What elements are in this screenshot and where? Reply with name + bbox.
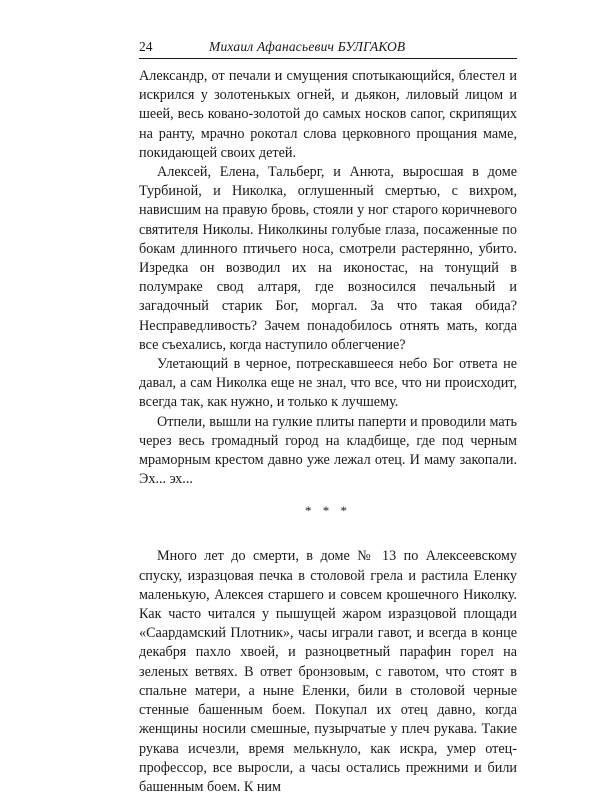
running-head [139,38,517,55]
paragraph: Много лет до смерти, в доме № 13 по Алексеевскому спуску, изразцовая печка в столовой грела и растила Еленку маленькую, Алексея старшего и совсем крошечного Николку. Как часто читался у пышущей жаром изразцовой площади «Саардамский Плотник», часы играли гавот, и всегда в конце декабря пахло хвоей, и разноцветный парафин горел на зеленых ветвях. В ответ бронзовым, с гавотом, что стоят в спальне матери, а ныне Еленки, били в столовой черные стенные башенным боем. Покупал их отец давно, когда женщины носили смешные, пузырчатые у плеч рукава. Такие рукава исчезли, время мелькнуло, как искра, умер отец-профессор, все выросли, а часы остались прежними и били башенным боем. К ним [139,548,517,795]
paragraph: Улетающий в черное, потрескавшееся небо Бог ответа не давал, а сам Николка еще не знал, что все, что ни происходит, всегда так, как нужно, и только к лучшему. [139,356,517,411]
body-text [139,67,517,797]
section-separator: * * * [305,503,351,519]
page-number: 24 [139,39,153,54]
running-title: Михаил Афанасьевич БУЛГАКОВ [209,39,406,54]
paragraph: Отпели, вышли на гулкие плиты паперти и проводили мать через весь громадный город на кладбище, где под черным мраморным крестом давно уже лежал отец. И маму закопали. Эх... эх... [139,413,517,488]
header-rule [139,58,517,59]
book-page [139,38,517,797]
paragraph: Алексей, Елена, Тальберг, и Анюта, выросшая в доме Турбиной, и Николка, оглушенный смертью, с вихром, нависшим на правую бровь, стояли у ног старого коричневого святителя Николы. Николкины голубые глаза, посаженные по бокам длинного птичьего носа, смотрели растерянно, убито. Изредка он возводил их на иконостас, на тонущий в полумраке свод алтаря, где возносился печальный и загадочный старик Бог, моргал. За что такая обида? Несправедливость? Зачем понадобилось отнять мать, когда все съехались, когда наступило облегчение? [139,164,517,353]
paragraph: Александр, от печали и смущения спотыкающийся, блестел и искрился у золотенькых огней, и дьякон, лиловый лицом и шеей, весь ковано-золотой до самых носков сапог, скрипящих на ранту, мрачно рокотал слова церковного прощания маме, покидающей своих детей. [139,68,517,161]
